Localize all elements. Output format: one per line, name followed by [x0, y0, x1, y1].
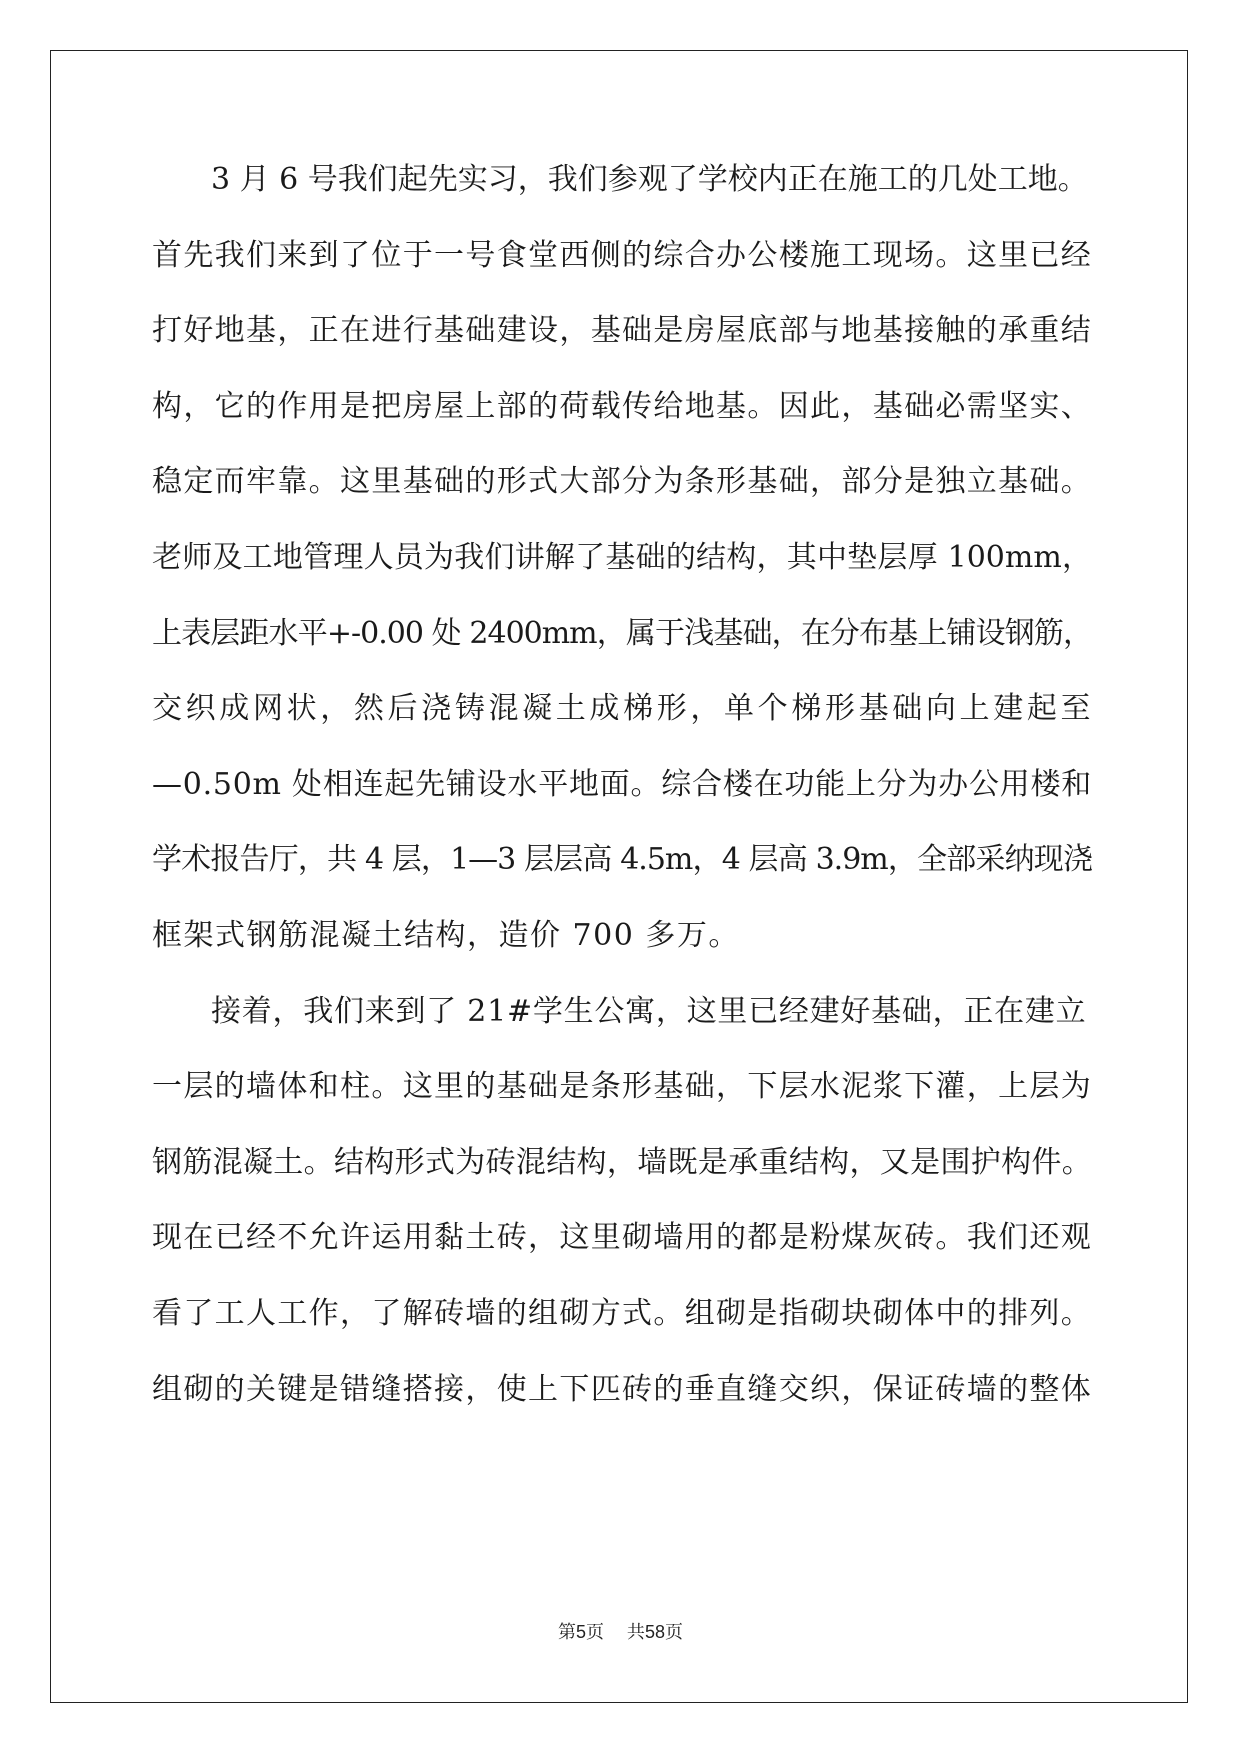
text-line: 看了工人工作，了解砖墙的组砌方式。组砌是指砌块砌体中的排列。	[152, 1295, 1092, 1331]
text-line: 老师及工地管理人员为我们讲解了基础的结构，其中垫层厚 100mm，	[152, 539, 1092, 575]
text-line: 3 月 6 号我们起先实习，我们参观了学校内正在施工的几处工地。	[211, 162, 1088, 197]
document-body	[152, 162, 1092, 1450]
text-line: 打好地基，正在进行基础建设，基础是房屋底部与地基接触的承重结	[152, 313, 1092, 349]
page-footer	[0, 1618, 1241, 1644]
text-line: 接着，我们来到了 21#学生公寓，这里已经建好基础，正在建立	[211, 993, 1087, 1029]
text-line: 学术报告厅，共 4 层，1—3 层层高 4.5m，4 层高 3.9m，全部采纳现浇	[152, 842, 1092, 878]
text-line: 构，它的作用是把房屋上部的荷载传给地基。因此，基础必需坚实、	[152, 388, 1092, 424]
text-line: 框架式钢筋混凝土结构，造价 700 多万。	[152, 917, 740, 953]
text-line: 首先我们来到了位于一号食堂西侧的综合办公楼施工现场。这里已经	[152, 237, 1092, 273]
footer-middle: 页 共	[586, 1622, 645, 1643]
footer-prefix: 第	[558, 1622, 577, 1643]
text-line: 交织成网状，然后浇铸混凝土成梯形，单个梯形基础向上建起至	[152, 691, 1092, 727]
text-line: 组砌的关键是错缝搭接，使上下匹砖的垂直缝交织，保证砖墙的整体	[152, 1371, 1092, 1407]
text-line: 稳定而牢靠。这里基础的形式大部分为条形基础，部分是独立基础。	[152, 464, 1092, 500]
text-line: —0.50m 处相连起先铺设水平地面。综合楼在功能上分为办公用楼和	[152, 766, 1092, 802]
text-line: 上表层距水平+-0.00 处 2400mm，属于浅基础，在分布基上铺设钢筋，	[152, 615, 1092, 651]
text-line: 一层的墙体和柱。这里的基础是条形基础，下层水泥浆下灌，上层为	[152, 1069, 1092, 1105]
text-line: 钢筋混凝土。结构形式为砖混结构，墙既是承重结构，又是围护构件。	[152, 1144, 1092, 1180]
current-page-number: 5	[576, 1622, 587, 1642]
total-page-count: 58	[644, 1622, 665, 1642]
text-line: 现在已经不允许运用黏土砖，这里砌墙用的都是粉煤灰砖。我们还观	[152, 1220, 1092, 1256]
footer-suffix: 页	[664, 1622, 683, 1643]
